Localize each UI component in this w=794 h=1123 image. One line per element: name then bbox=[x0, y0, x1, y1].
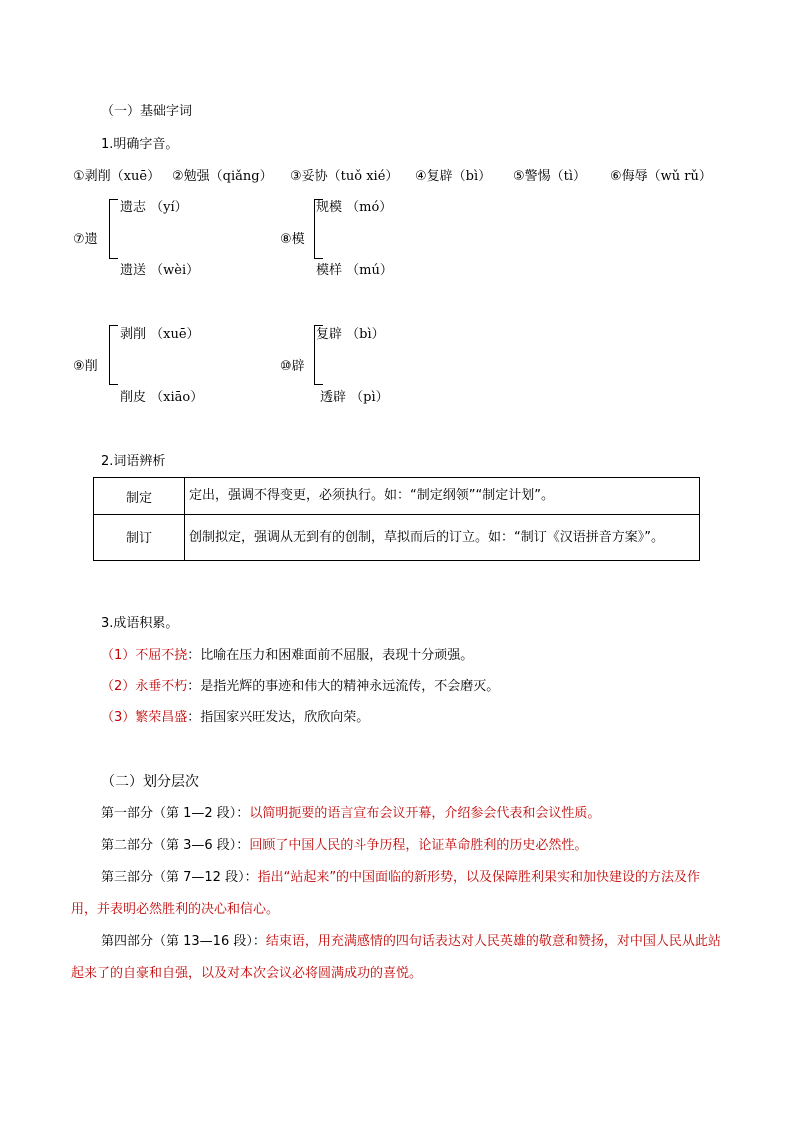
item-number: ② bbox=[172, 169, 184, 184]
entry-word: 削皮 bbox=[120, 390, 147, 405]
item-number: ① bbox=[73, 169, 85, 184]
brace-bracket bbox=[109, 325, 110, 385]
part-head: 第三部分（第 7—12 段）： bbox=[101, 870, 258, 885]
part-4 bbox=[71, 926, 723, 990]
idiom-item-3 bbox=[101, 711, 369, 724]
group-label: ⑦遗 bbox=[73, 232, 98, 247]
pron-item-4 bbox=[415, 170, 491, 183]
group-top-entry bbox=[120, 328, 200, 341]
entry-word: 复辟 bbox=[316, 327, 343, 342]
q3-title: 3.成语积累。 bbox=[101, 616, 179, 631]
definition-cell: 定出，强调不得变更，必须执行。如：“制定纲领”“制定计划”。 bbox=[185, 478, 700, 515]
entry-pinyin: （xiāo） bbox=[150, 390, 204, 405]
item-word: 剥削 bbox=[84, 169, 111, 184]
item-pinyin: （xuē） bbox=[110, 169, 161, 184]
entry-word: 透辟 bbox=[320, 390, 347, 405]
idiom-number: （1） bbox=[101, 648, 136, 663]
idiom-number: （3） bbox=[101, 710, 136, 725]
section1-title: （一）基础字词 bbox=[101, 104, 193, 119]
pron-item-1 bbox=[73, 170, 160, 183]
entry-pinyin: （mó） bbox=[346, 200, 393, 215]
group-label: ⑩辟 bbox=[280, 359, 305, 374]
group-top-entry bbox=[120, 201, 188, 214]
entry-word: 遗志 bbox=[120, 200, 147, 215]
pron-item-2 bbox=[172, 170, 273, 183]
item-word: 警惕 bbox=[524, 169, 551, 184]
group-top-entry bbox=[316, 201, 392, 214]
entry-pinyin: （wèi） bbox=[150, 263, 200, 278]
item-word: 复辟 bbox=[426, 169, 453, 184]
part-2 bbox=[101, 839, 587, 852]
idiom-explanation: ：是指光辉的事迹和伟大的精神永远流传，不会磨灭。 bbox=[187, 679, 500, 694]
entry-word: 规模 bbox=[316, 200, 343, 215]
group-bottom-entry bbox=[316, 264, 393, 277]
item-pinyin: （wǔ rǔ） bbox=[647, 169, 712, 184]
item-pinyin: （qiǎng） bbox=[209, 169, 273, 184]
word-discrimination-table bbox=[93, 477, 700, 561]
entry-word: 剥削 bbox=[120, 327, 147, 342]
table-row bbox=[94, 515, 700, 561]
brace-bracket bbox=[314, 199, 315, 259]
term-cell: 制订 bbox=[94, 515, 185, 561]
term-cell: 制定 bbox=[94, 478, 185, 515]
pron-item-3 bbox=[290, 170, 398, 183]
pron-item-5 bbox=[513, 170, 586, 183]
entry-pinyin: （pì） bbox=[350, 390, 389, 405]
item-pinyin: （bì） bbox=[452, 169, 492, 184]
part-head: 第二部分（第 3—6 段）： bbox=[101, 838, 250, 853]
group-bottom-entry bbox=[320, 391, 389, 404]
idiom-number: （2） bbox=[101, 679, 136, 694]
group-label: ⑧模 bbox=[280, 232, 305, 247]
part-body: 指出“站起来”的中国面临的新形势，以及保障胜利果实和加快建设的方法及作用，并表明必然胜利的决心和信心。 bbox=[71, 870, 701, 917]
item-pinyin: （tì） bbox=[550, 169, 587, 184]
entry-pinyin: （xuē） bbox=[150, 327, 200, 342]
item-number: ④ bbox=[415, 169, 427, 184]
group-top-entry bbox=[316, 328, 385, 341]
item-word: 妥协 bbox=[301, 169, 328, 184]
part-body: 回顾了中国人民的斗争历程，论证革命胜利的历史必然性。 bbox=[249, 838, 588, 853]
idiom-item-2 bbox=[101, 680, 499, 693]
group-bottom-entry bbox=[120, 264, 199, 277]
idiom-item-1 bbox=[101, 649, 473, 662]
group-label: ⑨削 bbox=[73, 359, 98, 374]
item-word: 勉强 bbox=[183, 169, 210, 184]
entry-pinyin: （mú） bbox=[346, 263, 393, 278]
item-word: 侮辱 bbox=[621, 169, 648, 184]
entry-pinyin: （yí） bbox=[150, 200, 188, 215]
item-number: ⑤ bbox=[513, 169, 525, 184]
entry-word: 模样 bbox=[316, 263, 343, 278]
definition-cell: 创制拟定，强调从无到有的创制，草拟而后的订立。如：“制订《汉语拼音方案》”。 bbox=[185, 515, 700, 561]
part-body: 结束语，用充满感情的四句话表达对人民英雄的敬意和赞扬，对中国人民从此站起来了的自豪和自强，以及对本次会议必将圆满成功的喜悦。 bbox=[71, 934, 721, 981]
part-1 bbox=[101, 807, 600, 820]
pron-item-6 bbox=[610, 170, 712, 183]
part-head: 第四部分（第 13—16 段）： bbox=[101, 934, 266, 949]
part-body: 以简明扼要的语言宣布会议开幕，介绍参会代表和会议性质。 bbox=[249, 806, 601, 821]
brace-bracket bbox=[314, 325, 315, 385]
item-number: ⑥ bbox=[610, 169, 622, 184]
item-pinyin: （tuǒ xié） bbox=[327, 169, 399, 184]
part-head: 第一部分（第 1—2 段）： bbox=[101, 806, 250, 821]
idiom-explanation: ：指国家兴旺发达，欣欣向荣。 bbox=[187, 710, 370, 725]
idiom-explanation: ：比喻在压力和困难面前不屈服，表现十分顽强。 bbox=[187, 648, 474, 663]
table-row bbox=[94, 478, 700, 515]
idiom-term: 不屈不挠 bbox=[135, 648, 188, 663]
brace-bracket bbox=[109, 199, 110, 259]
entry-word: 遗送 bbox=[120, 263, 147, 278]
item-number: ③ bbox=[290, 169, 302, 184]
section2-title: （二）划分层次 bbox=[101, 774, 199, 790]
group-bottom-entry bbox=[120, 391, 203, 404]
part-3 bbox=[71, 862, 723, 926]
idiom-term: 永垂不朽 bbox=[135, 679, 188, 694]
entry-pinyin: （bì） bbox=[346, 327, 385, 342]
q2-title: 2.词语辨析 bbox=[101, 454, 166, 469]
q1-title: 1.明确字音。 bbox=[101, 137, 179, 152]
idiom-term: 繁荣昌盛 bbox=[135, 710, 188, 725]
